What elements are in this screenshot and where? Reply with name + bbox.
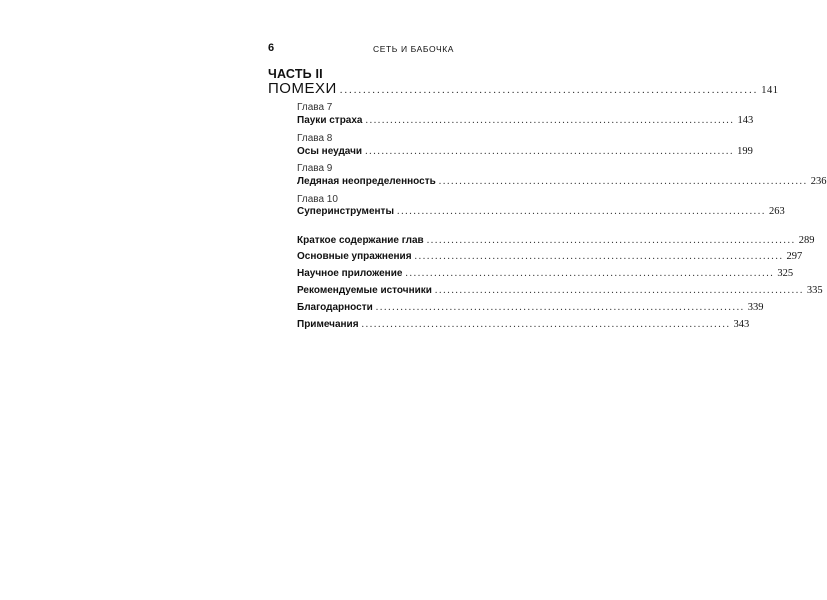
toc-entry-acknowledgments[interactable] bbox=[297, 302, 764, 313]
back-matter-title: Научное приложение bbox=[297, 268, 403, 279]
back-matter-page-ref: 325 bbox=[777, 268, 794, 279]
dot-leader: .......................................................................................... bbox=[365, 146, 735, 157]
chapter-page-ref: 263 bbox=[768, 206, 785, 217]
toc-entry-sources[interactable] bbox=[297, 285, 823, 296]
chapter-label: Глава 9 bbox=[297, 163, 333, 174]
back-matter-title: Краткое содержание глав bbox=[297, 235, 424, 246]
chapter-label: Глава 8 bbox=[297, 133, 333, 144]
toc-entry-notes[interactable] bbox=[297, 319, 750, 330]
dot-leader: .......................................................................................... bbox=[396, 206, 766, 217]
dot-leader: .......................................................................................... bbox=[426, 235, 796, 246]
back-matter-page-ref: 339 bbox=[747, 302, 764, 313]
part-page-ref: 141 bbox=[761, 85, 779, 96]
toc-entry-chapter-9[interactable] bbox=[297, 176, 827, 187]
part-label: ЧАСТЬ II bbox=[268, 67, 323, 81]
toc-entry-exercises[interactable] bbox=[297, 251, 803, 262]
running-head: СЕТЬ И БАБОЧКА bbox=[373, 44, 455, 54]
back-matter-title: Примечания bbox=[297, 319, 359, 330]
part-title-entry[interactable] bbox=[268, 80, 779, 97]
dot-leader: .......................................................................................... bbox=[434, 285, 804, 296]
dot-leader: .......................................................................................... bbox=[414, 251, 784, 262]
toc-entry-appendix[interactable] bbox=[297, 268, 794, 279]
chapter-page-ref: 143 bbox=[737, 115, 754, 126]
back-matter-page-ref: 289 bbox=[798, 235, 815, 246]
chapter-title: Суперинструменты bbox=[297, 206, 394, 217]
back-matter-page-ref: 335 bbox=[806, 285, 823, 296]
back-matter-title: Основные упражнения bbox=[297, 251, 412, 262]
dot-leader: .......................................................................................... bbox=[339, 84, 759, 96]
toc-entry-chapter-10[interactable] bbox=[297, 206, 785, 217]
back-matter-title: Благодарности bbox=[297, 302, 373, 313]
part-title: ПОМЕХИ bbox=[268, 80, 337, 97]
toc-entry-chapter-7[interactable] bbox=[297, 115, 754, 126]
dot-leader: .......................................................................................... bbox=[375, 302, 745, 313]
dot-leader: .......................................................................................... bbox=[365, 115, 735, 126]
back-matter-title: Рекомендуемые источники bbox=[297, 285, 432, 296]
chapter-title: Осы неудачи bbox=[297, 146, 363, 157]
toc-entry-summary[interactable] bbox=[297, 235, 815, 246]
chapter-page-ref: 236 bbox=[810, 176, 827, 187]
chapter-page-ref: 199 bbox=[737, 146, 753, 157]
dot-leader: .......................................................................................... bbox=[361, 319, 731, 330]
chapter-label: Глава 10 bbox=[297, 194, 338, 205]
chapter-title: Ледяная неопределенность bbox=[297, 176, 436, 187]
dot-leader: .......................................................................................... bbox=[438, 176, 808, 187]
chapter-label: Глава 7 bbox=[297, 102, 333, 113]
back-matter-page-ref: 297 bbox=[786, 251, 803, 262]
dot-leader: .......................................................................................... bbox=[405, 268, 775, 279]
back-matter-page-ref: 343 bbox=[733, 319, 750, 330]
toc-entry-chapter-8[interactable] bbox=[297, 146, 753, 157]
page-number: 6 bbox=[268, 42, 275, 54]
chapter-title: Пауки страха bbox=[297, 115, 363, 126]
